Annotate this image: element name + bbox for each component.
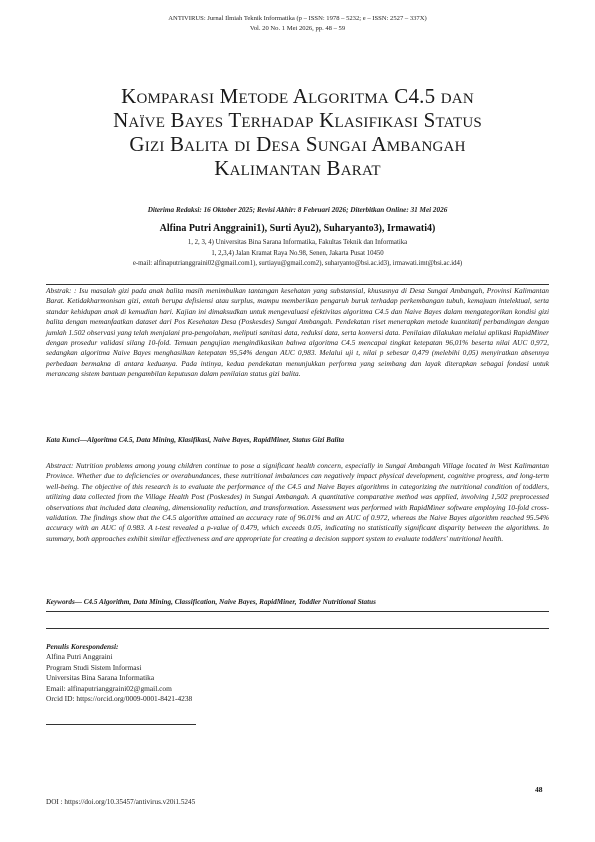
page-number: 48 bbox=[535, 785, 543, 794]
divider-top bbox=[46, 284, 549, 285]
correspondence-block bbox=[46, 642, 346, 704]
affiliation-block bbox=[40, 238, 555, 270]
affiliation-university: 1, 2, 3, 4) Universitas Bina Sarana Informatika, Fakultas Teknik dan Informatika bbox=[187, 239, 408, 246]
paper-title bbox=[60, 84, 535, 180]
title-line-2: Naïve Bayes Terhadap Klasifikasi Status bbox=[113, 108, 482, 132]
divider-middle bbox=[46, 611, 549, 612]
author-list: Alfina Putri Anggraini1), Surti Ayu2), Suharyanto3), Irmawati4) bbox=[159, 223, 436, 234]
affiliation-emails: e-mail: alfinaputrianggraini02@gmail.com1), surtiayu@gmail.com2), suharyanto@bsi.ac.id3), irmawati.imt@bsi.ac.id4) bbox=[132, 260, 463, 267]
footnote-divider bbox=[46, 724, 196, 725]
correspondence-orcid[interactable]: Orcid ID: https://orcid.org/0009-0001-8421-4238 bbox=[46, 694, 193, 704]
doi-link[interactable]: DOI : https://doi.org/10.35457/antivirus.v20i1.5245 bbox=[46, 798, 196, 806]
correspondence-name: Alfina Putri Anggraini bbox=[46, 652, 113, 662]
keywords-indonesian: Kata Kunci—Algoritma C4.5, Data Mining, Klasifikasi, Naive Bayes, RapidMiner, Status Gizi Balita bbox=[46, 436, 345, 444]
correspondence-university: Universitas Bina Sarana Informatika bbox=[46, 673, 155, 683]
submission-dates: Diterima Redaksi: 16 Oktober 2025; Revisi Akhir: 8 Februari 2026; Diterbitkan Online: 31 Mei 2026 bbox=[147, 206, 448, 214]
abstract-english: Abstract: Nutrition problems among young children continue to pose a significant health concern, especially in Sungai Ambangah Village located in West Kalimantan Province. Whether due to deficiencies or overabundances, these nutritional imbalances can negatively impact physical development, cognitive progress, and long-term well-being. The objective of this research is to evaluate the performance of the C4.5 and Naive Bayes algorithms in categorizing the nutritional condition of toddlers, utilizing data collected from the Village Health Post (Poskesdes) in Sungai Ambangah. A quantitative comparative method was applied, involving 1,502 preprocessed observations that included data cleaning, dimensionality reduction, and transformation. Assessment was performed with RapidMiner software employing 10-fold cross-validation. The findings show that the C4.5 algorithm attained an accuracy rate of 96.01% and an AUC of 0.972, whereas the Naive Bayes algorithm reached 95.54% accuracy with an AUC of 0.983. A t-test revealed a p-value of 0.479, which exceeds 0.05, indicating no statistically significant disparity between the algorithms. In summary, both approaches exhibit similar effectiveness and are appropriate for creating a decision support system to evaluate toddlers' nutritional health. bbox=[46, 461, 549, 543]
correspondence-program: Program Studi Sistem Informasi bbox=[46, 662, 142, 672]
abstract-indonesian: Abstrak: : Isu masalah gizi pada anak balita masih menimbulkan tantangan kesehatan yang substansial, khususnya di Desa Sungai Ambangah, Provinsi Kalimantan Barat. Ketidakharmonisan gizi, entah berupa defisiensi atau surplus, mampu memberikan pengaruh buruk terhadap perkembangan tubuh, kemajuan intelektual, serta standar kehidupan anak di kemudian hari. Kajian ini dimaksudkan untuk mengevaluasi efektivitas algoritma C4.5 dan Naive Bayes dalam mengategorikan kondisi gizi balita dengan memanfaatkan dataset dari Pos Kesehatan Desa (Poskesdes) Sungai Ambangah. Pendekatan riset menerapkan metode kuantitatif perbandingan dengan jumlah 1.502 observasi yang telah menjalani pra-pengolahan, meliputi sanitasi data, reduksi data, serta konversi data. Penilaian dilakukan melalui aplikasi RapidMiner dengan prosedur validasi silang 10-fold. Temuan pengujian mengindikasikan bahwa algoritma C4.5 mencapai tingkat ketepatan 96,01% beserta nilai AUC 0,972, sedangkan algoritma Naive Bayes menghasilkan ketepatan 95,54% dengan AUC 0,983. Melalui uji t, nilai p sebesar 0,479 (melebihi 0,05) menyiratkan absennya perbedaan bermakna di antara keduanya. Pada intinya, kedua pendekatan menunjukkan performa yang seimbang dan layak diterapkan sebagai fondasi untuk merancang sistem bantuan pengambilan keputusan dalam penilaian status gizi balita. bbox=[46, 286, 549, 379]
correspondence-email[interactable]: Email: alfinaputrianggraini02@gmail.com bbox=[46, 683, 172, 693]
keywords-english: Keywords— C4.5 Algorithm, Data Mining, Classification, Naive Bayes, RapidMiner, Toddler Nutritional Status bbox=[46, 598, 376, 606]
volume-line: Vol. 20 No. 1 Mei 2026, pp. 48 – 59 bbox=[249, 24, 346, 32]
divider-bottom bbox=[46, 628, 549, 629]
correspondence-heading: Penulis Korespondensi: bbox=[46, 642, 119, 651]
journal-line: ANTIVIRUS: Jurnal Ilmiah Teknik Informatika (p – ISSN: 1978 – 5232; e – ISSN: 2527 – 337X) bbox=[168, 15, 427, 22]
title-line-1: Komparasi Metode Algoritma C4.5 dan bbox=[121, 84, 474, 108]
affiliation-address: 1, 2,3,4) Jalan Kramat Raya No.98, Senen, Jakarta Pusat 10450 bbox=[211, 249, 384, 257]
journal-header bbox=[0, 14, 595, 33]
title-line-4: Kalimantan Barat bbox=[214, 156, 381, 180]
title-line-3: Gizi Balita di Desa Sungai Ambangah bbox=[129, 132, 466, 156]
